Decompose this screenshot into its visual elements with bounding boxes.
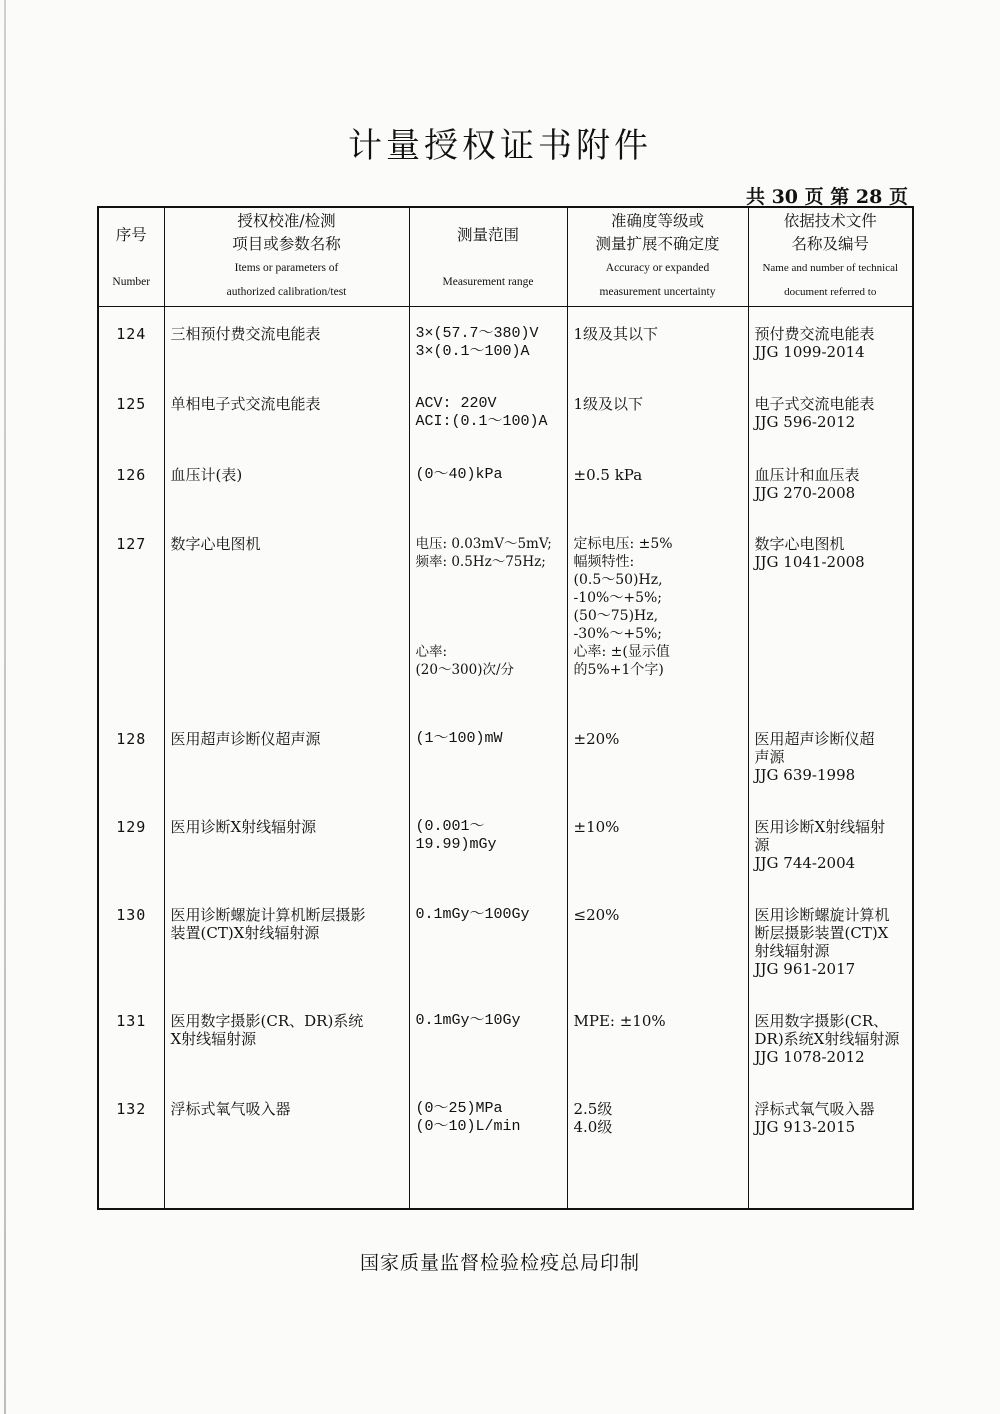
- row-item: 三相预付费交流电能表: [164, 307, 409, 395]
- row-accuracy: 定标电压: ±5% 幅频特性: (0.5～50)Hz, -10%～+5%; (50～75)Hz, -30%～+5%; 心率: ±(显示值 的5%+1个字): [567, 535, 748, 730]
- row-number: 128: [98, 730, 164, 818]
- table-row: [98, 466, 913, 535]
- page-mid: 页 第: [804, 186, 850, 208]
- table-row: [98, 730, 913, 818]
- header-range-en: Measurement range: [442, 276, 534, 288]
- header-doc-zh1: 依据技术文件: [783, 212, 877, 230]
- row-document: 预付费交流电能表 JJG 1099-2014: [748, 307, 913, 395]
- row-range: 0.1mGy～10Gy: [409, 1012, 567, 1100]
- row-accuracy: ±20%: [567, 730, 748, 818]
- row-item: 浮标式氧气吸入器: [164, 1100, 409, 1210]
- header-item-en2: authorized calibration/test: [226, 286, 347, 298]
- row-number: 127: [98, 535, 164, 730]
- page-total: 30: [771, 186, 799, 208]
- header-number-zh: 序号: [115, 226, 147, 244]
- row-range: ACV: 220V ACI:(0.1～100)A: [409, 395, 567, 466]
- header-doc-zh2: 名称及编号: [791, 235, 869, 253]
- row-document: 医用超声诊断仪超 声源 JJG 639-1998: [748, 730, 913, 818]
- header-range: [409, 207, 567, 307]
- row-document: 医用诊断螺旋计算机 断层摄影装置(CT)X 射线辐射源 JJG 961-2017: [748, 906, 913, 1012]
- header-item-zh2: 项目或参数名称: [232, 235, 341, 253]
- row-range: (0.001～19.99)mGy: [409, 818, 567, 906]
- row-accuracy: ≤20%: [567, 906, 748, 1012]
- header-accuracy: [567, 207, 748, 307]
- table-row: [98, 395, 913, 466]
- row-range: 电压: 0.03mV～5mV; 频率: 0.5Hz～75Hz; 心率: (20～300)次/分: [409, 535, 567, 730]
- row-accuracy: 1级及其以下: [567, 307, 748, 395]
- row-range: (0～40)kPa: [409, 466, 567, 535]
- table-row: [98, 1012, 913, 1100]
- table-header-row: [98, 207, 913, 307]
- row-document: 数字心电图机 JJG 1041-2008: [748, 535, 913, 730]
- row-document: 血压计和血压表 JJG 270-2008: [748, 466, 913, 535]
- row-item: 医用诊断螺旋计算机断层摄影 装置(CT)X射线辐射源: [164, 906, 409, 1012]
- header-accuracy-zh2: 测量扩展不确定度: [595, 235, 720, 253]
- row-item: 血压计(表): [164, 466, 409, 535]
- header-accuracy-en2: measurement uncertainty: [599, 286, 716, 298]
- row-item: 医用超声诊断仪超声源: [164, 730, 409, 818]
- header-number-en: Number: [112, 276, 151, 288]
- row-document: 医用数字摄影(CR、 DR)系统X射线辐射源 JJG 1078-2012: [748, 1012, 913, 1100]
- header-range-zh: 测量范围: [456, 226, 519, 244]
- row-document: 浮标式氧气吸入器 JJG 913-2015: [748, 1100, 913, 1210]
- page-count: [746, 182, 908, 209]
- row-number: 129: [98, 818, 164, 906]
- table-row: [98, 307, 913, 395]
- page-current: 28: [855, 186, 883, 208]
- header-accuracy-zh1: 准确度等级或: [610, 212, 704, 230]
- row-range: (0～25)MPa (0～10)L/min: [409, 1100, 567, 1210]
- row-document: 医用诊断X射线辐射 源 JJG 744-2004: [748, 818, 913, 906]
- row-document: 电子式交流电能表 JJG 596-2012: [748, 395, 913, 466]
- authorization-table: [97, 206, 914, 1210]
- page-suffix: 页: [888, 186, 908, 208]
- table-row: [98, 906, 913, 1012]
- scan-edge: [4, 0, 6, 1414]
- page-prefix: 共: [745, 186, 765, 208]
- table-row: [98, 535, 913, 730]
- row-range: 0.1mGy～100Gy: [409, 906, 567, 1012]
- printer-footer: 国家质量监督检验检疫总局印制: [359, 1252, 640, 1274]
- row-accuracy: 1级及以下: [567, 395, 748, 466]
- row-number: 124: [98, 307, 164, 395]
- row-range: 3×(57.7～380)V 3×(0.1～100)A: [409, 307, 567, 395]
- row-item: 单相电子式交流电能表: [164, 395, 409, 466]
- row-accuracy: 2.5级 4.0级: [567, 1100, 748, 1210]
- header-item: [164, 207, 409, 307]
- page-title: 计量授权证书附件: [348, 126, 652, 166]
- header-accuracy-en1: Accuracy or expanded: [605, 262, 710, 274]
- row-accuracy: MPE: ±10%: [567, 1012, 748, 1100]
- header-doc-en1: Name and number of technical: [762, 262, 899, 274]
- row-accuracy: ±0.5 kPa: [567, 466, 748, 535]
- row-accuracy: ±10%: [567, 818, 748, 906]
- row-item: 数字心电图机: [164, 535, 409, 730]
- header-doc-en2: document referred to: [784, 286, 877, 298]
- header-item-zh1: 授权校准/检测: [237, 212, 336, 230]
- header-doc: [748, 207, 913, 307]
- table-row: [98, 818, 913, 906]
- row-number: 131: [98, 1012, 164, 1100]
- header-item-en1: Items or parameters of: [234, 262, 339, 274]
- row-number: 125: [98, 395, 164, 466]
- row-item: 医用诊断X射线辐射源: [164, 818, 409, 906]
- row-number: 126: [98, 466, 164, 535]
- table-row: [98, 1100, 913, 1210]
- row-number: 130: [98, 906, 164, 1012]
- row-item: 医用数字摄影(CR、DR)系统 X射线辐射源: [164, 1012, 409, 1100]
- header-number: [98, 207, 164, 307]
- row-range: (1～100)mW: [409, 730, 567, 818]
- row-number: 132: [98, 1100, 164, 1210]
